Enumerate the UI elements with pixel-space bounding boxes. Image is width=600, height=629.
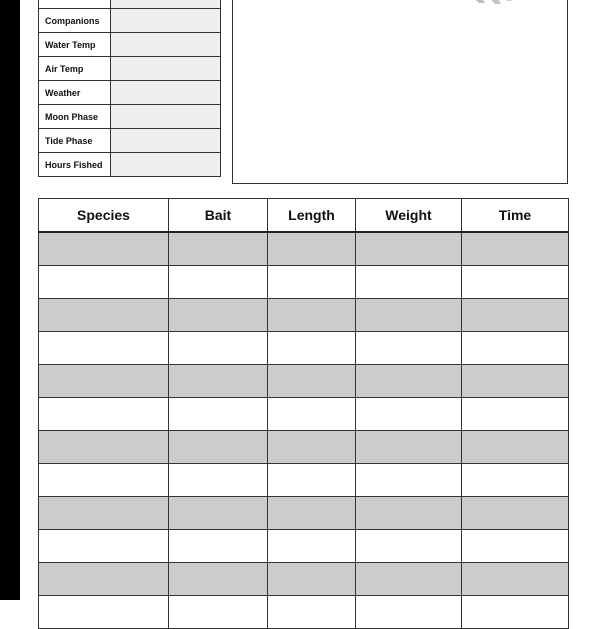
bait-cell[interactable] bbox=[169, 530, 268, 563]
column-header-weight: Weight bbox=[356, 199, 462, 233]
bait-cell[interactable] bbox=[169, 431, 268, 464]
column-header-time: Time bbox=[462, 199, 569, 233]
info-row-air-temp bbox=[39, 57, 221, 81]
table-row bbox=[39, 365, 569, 398]
length-cell[interactable] bbox=[268, 332, 356, 365]
species-cell[interactable] bbox=[39, 497, 169, 530]
info-row-companions bbox=[39, 9, 221, 33]
column-header-species: Species bbox=[39, 199, 169, 233]
table-row bbox=[39, 232, 569, 266]
weight-cell[interactable] bbox=[356, 596, 462, 629]
time-cell[interactable] bbox=[462, 266, 569, 299]
time-cell[interactable] bbox=[462, 464, 569, 497]
table-row bbox=[39, 497, 569, 530]
length-cell[interactable] bbox=[268, 563, 356, 596]
fish-illustration-icon bbox=[471, 0, 531, 9]
water-temp-field[interactable] bbox=[111, 33, 221, 57]
weight-cell[interactable] bbox=[356, 563, 462, 596]
moon-phase-field[interactable] bbox=[111, 105, 221, 129]
trip-info-table bbox=[38, 0, 221, 177]
species-cell[interactable] bbox=[39, 398, 169, 431]
time-cell[interactable] bbox=[462, 365, 569, 398]
air-temp-label: Air Temp bbox=[39, 57, 111, 81]
species-cell[interactable] bbox=[39, 266, 169, 299]
companions-label: Companions bbox=[39, 9, 111, 33]
info-value-field[interactable] bbox=[111, 0, 221, 9]
time-cell[interactable] bbox=[462, 497, 569, 530]
table-row bbox=[39, 596, 569, 629]
weight-cell[interactable] bbox=[356, 431, 462, 464]
table-row bbox=[39, 530, 569, 563]
info-row-tide-phase bbox=[39, 129, 221, 153]
species-cell[interactable] bbox=[39, 530, 169, 563]
bait-cell[interactable] bbox=[169, 266, 268, 299]
species-cell[interactable] bbox=[39, 232, 169, 266]
time-cell[interactable] bbox=[462, 299, 569, 332]
length-cell[interactable] bbox=[268, 299, 356, 332]
moon-phase-label: Moon Phase bbox=[39, 105, 111, 129]
bait-cell[interactable] bbox=[169, 497, 268, 530]
air-temp-field[interactable] bbox=[111, 57, 221, 81]
weight-cell[interactable] bbox=[356, 398, 462, 431]
hours-fished-label: Hours Fished bbox=[39, 153, 111, 177]
bait-cell[interactable] bbox=[169, 563, 268, 596]
info-row-hours-fished bbox=[39, 153, 221, 177]
bait-cell[interactable] bbox=[169, 299, 268, 332]
length-cell[interactable] bbox=[268, 232, 356, 266]
length-cell[interactable] bbox=[268, 365, 356, 398]
length-cell[interactable] bbox=[268, 431, 356, 464]
time-cell[interactable] bbox=[462, 232, 569, 266]
time-cell[interactable] bbox=[462, 431, 569, 464]
bait-cell[interactable] bbox=[169, 596, 268, 629]
table-row bbox=[39, 332, 569, 365]
column-header-bait: Bait bbox=[169, 199, 268, 233]
weather-label: Weather bbox=[39, 81, 111, 105]
weight-cell[interactable] bbox=[356, 266, 462, 299]
table-row bbox=[39, 266, 569, 299]
species-cell[interactable] bbox=[39, 464, 169, 497]
info-row-water-temp bbox=[39, 33, 221, 57]
weight-cell[interactable] bbox=[356, 497, 462, 530]
species-cell[interactable] bbox=[39, 332, 169, 365]
tide-phase-label: Tide Phase bbox=[39, 129, 111, 153]
species-cell[interactable] bbox=[39, 299, 169, 332]
info-row-weather bbox=[39, 81, 221, 105]
catch-log-table bbox=[38, 198, 569, 629]
length-cell[interactable] bbox=[268, 464, 356, 497]
bait-cell[interactable] bbox=[169, 464, 268, 497]
table-row bbox=[39, 431, 569, 464]
table-row bbox=[39, 398, 569, 431]
catch-log-header bbox=[39, 199, 569, 233]
length-cell[interactable] bbox=[268, 596, 356, 629]
weight-cell[interactable] bbox=[356, 464, 462, 497]
time-cell[interactable] bbox=[462, 530, 569, 563]
time-cell[interactable] bbox=[462, 398, 569, 431]
weather-field[interactable] bbox=[111, 81, 221, 105]
length-cell[interactable] bbox=[268, 266, 356, 299]
species-cell[interactable] bbox=[39, 563, 169, 596]
weight-cell[interactable] bbox=[356, 365, 462, 398]
weight-cell[interactable] bbox=[356, 232, 462, 266]
species-cell[interactable] bbox=[39, 431, 169, 464]
info-label bbox=[39, 0, 111, 9]
weight-cell[interactable] bbox=[356, 332, 462, 365]
length-cell[interactable] bbox=[268, 497, 356, 530]
length-cell[interactable] bbox=[268, 398, 356, 431]
table-row bbox=[39, 299, 569, 332]
hours-fished-field[interactable] bbox=[111, 153, 221, 177]
info-row-moon-phase bbox=[39, 105, 221, 129]
water-temp-label: Water Temp bbox=[39, 33, 111, 57]
info-row bbox=[39, 0, 221, 9]
time-cell[interactable] bbox=[462, 596, 569, 629]
companions-field[interactable] bbox=[111, 9, 221, 33]
time-cell[interactable] bbox=[462, 563, 569, 596]
table-row bbox=[39, 464, 569, 497]
tide-phase-field[interactable] bbox=[111, 129, 221, 153]
species-cell[interactable] bbox=[39, 365, 169, 398]
weight-cell[interactable] bbox=[356, 299, 462, 332]
time-cell[interactable] bbox=[462, 332, 569, 365]
notes-box[interactable] bbox=[232, 0, 568, 184]
bait-cell[interactable] bbox=[169, 365, 268, 398]
bait-cell[interactable] bbox=[169, 398, 268, 431]
column-header-length: Length bbox=[268, 199, 356, 233]
length-cell[interactable] bbox=[268, 530, 356, 563]
species-cell[interactable] bbox=[39, 596, 169, 629]
page-edge bbox=[0, 0, 20, 600]
table-row bbox=[39, 563, 569, 596]
bait-cell[interactable] bbox=[169, 332, 268, 365]
weight-cell[interactable] bbox=[356, 530, 462, 563]
bait-cell[interactable] bbox=[169, 232, 268, 266]
